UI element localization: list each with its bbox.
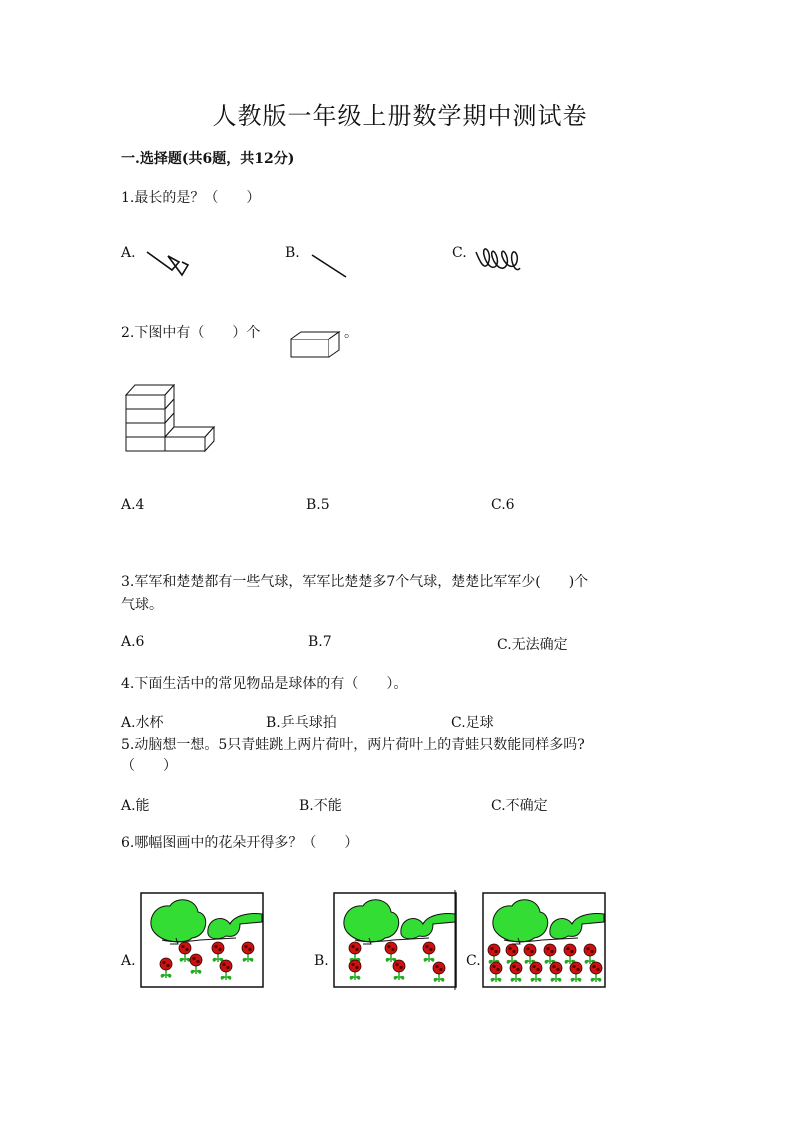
q1-option-b-straight-line [310, 253, 350, 279]
q2-cuboid-icon [289, 331, 345, 359]
flower-icon [423, 942, 435, 962]
question-6-stem: 6.哪幅图画中的花朵开得多？（ ） [121, 835, 359, 851]
flower-icon [393, 960, 405, 980]
section-heading: 一.选择题(共6题，共12分) [121, 151, 295, 167]
q1-option-c-scribble-line [474, 244, 524, 280]
flower-icon [179, 942, 191, 962]
flower-icon [433, 962, 445, 982]
flower-icon [349, 960, 361, 980]
question-4-stem: 4.下面生活中的常见物品是球体的有（ ）。 [121, 676, 408, 692]
q6-option-c-flower-picture [482, 892, 610, 988]
q3-option-c: C.无法确定 [497, 637, 568, 653]
flower-icon [212, 942, 224, 962]
question-1-stem: 1.最长的是？（ ） [121, 190, 261, 206]
flower-icon [506, 944, 518, 964]
q2-option-a: A.4 [121, 497, 145, 513]
flower-icon [590, 962, 602, 982]
q5-option-c: C.不确定 [491, 798, 548, 814]
flower-icon [190, 954, 202, 974]
q2-option-b: B.5 [306, 497, 330, 513]
q1-option-a-label: A. [121, 245, 136, 261]
flower-icon [160, 958, 172, 978]
flower-icon [564, 944, 576, 964]
flower-icon [349, 942, 361, 962]
q5-option-b: B.不能 [299, 798, 342, 814]
question-2-stem: 2.下图中有（ ）个 [121, 325, 261, 341]
question-3-stem-line-2: 气球。 [121, 597, 163, 613]
question-5-stem-line-2: （ ） [121, 758, 177, 774]
flower-icon [584, 944, 596, 964]
q4-option-b: B.乒乓球拍 [266, 715, 337, 731]
flower-icon [530, 962, 542, 982]
flower-icon [490, 962, 502, 982]
q3-option-b: B.7 [308, 634, 332, 650]
q4-option-a: A.水杯 [121, 715, 164, 731]
q1-option-b-label: B. [285, 245, 300, 261]
page-title: 人教版一年级上册数学期中测试卷 [212, 102, 588, 130]
flower-icon [510, 962, 522, 982]
question-3-stem-line-1: 3.军军和楚楚都有一些气球，军军比楚楚多7个气球，楚楚比军军少( )个 [121, 574, 589, 590]
q6-option-a-flower-picture [140, 892, 264, 988]
q6-option-b-flower-picture [333, 892, 461, 988]
question-2-stem-end: 。 [344, 325, 358, 341]
flower-icon [385, 942, 397, 962]
flower-icon [242, 942, 254, 962]
flower-icon [570, 962, 582, 982]
q3-option-a: A.6 [121, 634, 145, 650]
q6-option-a-label: A. [121, 953, 136, 969]
q2-stacked-cuboids-figure [125, 382, 217, 454]
flower-icon [220, 960, 232, 980]
flower-icon [544, 944, 556, 964]
q1-option-c-label: C. [452, 245, 467, 261]
q1-option-a-zigzag-line [146, 248, 191, 278]
flower-icon [524, 944, 536, 964]
flower-icon [488, 944, 500, 964]
q5-option-a: A.能 [121, 798, 150, 814]
q6-option-b-label: B. [314, 953, 329, 969]
q4-option-c: C.足球 [451, 715, 494, 731]
q6-option-c-label: C. [466, 953, 481, 969]
question-5-stem-line-1: 5.动脑想一想。5只青蛙跳上两片荷叶，两片荷叶上的青蛙只数能同样多吗? [121, 737, 585, 753]
flower-icon [550, 962, 562, 982]
q2-option-c: C.6 [491, 497, 515, 513]
